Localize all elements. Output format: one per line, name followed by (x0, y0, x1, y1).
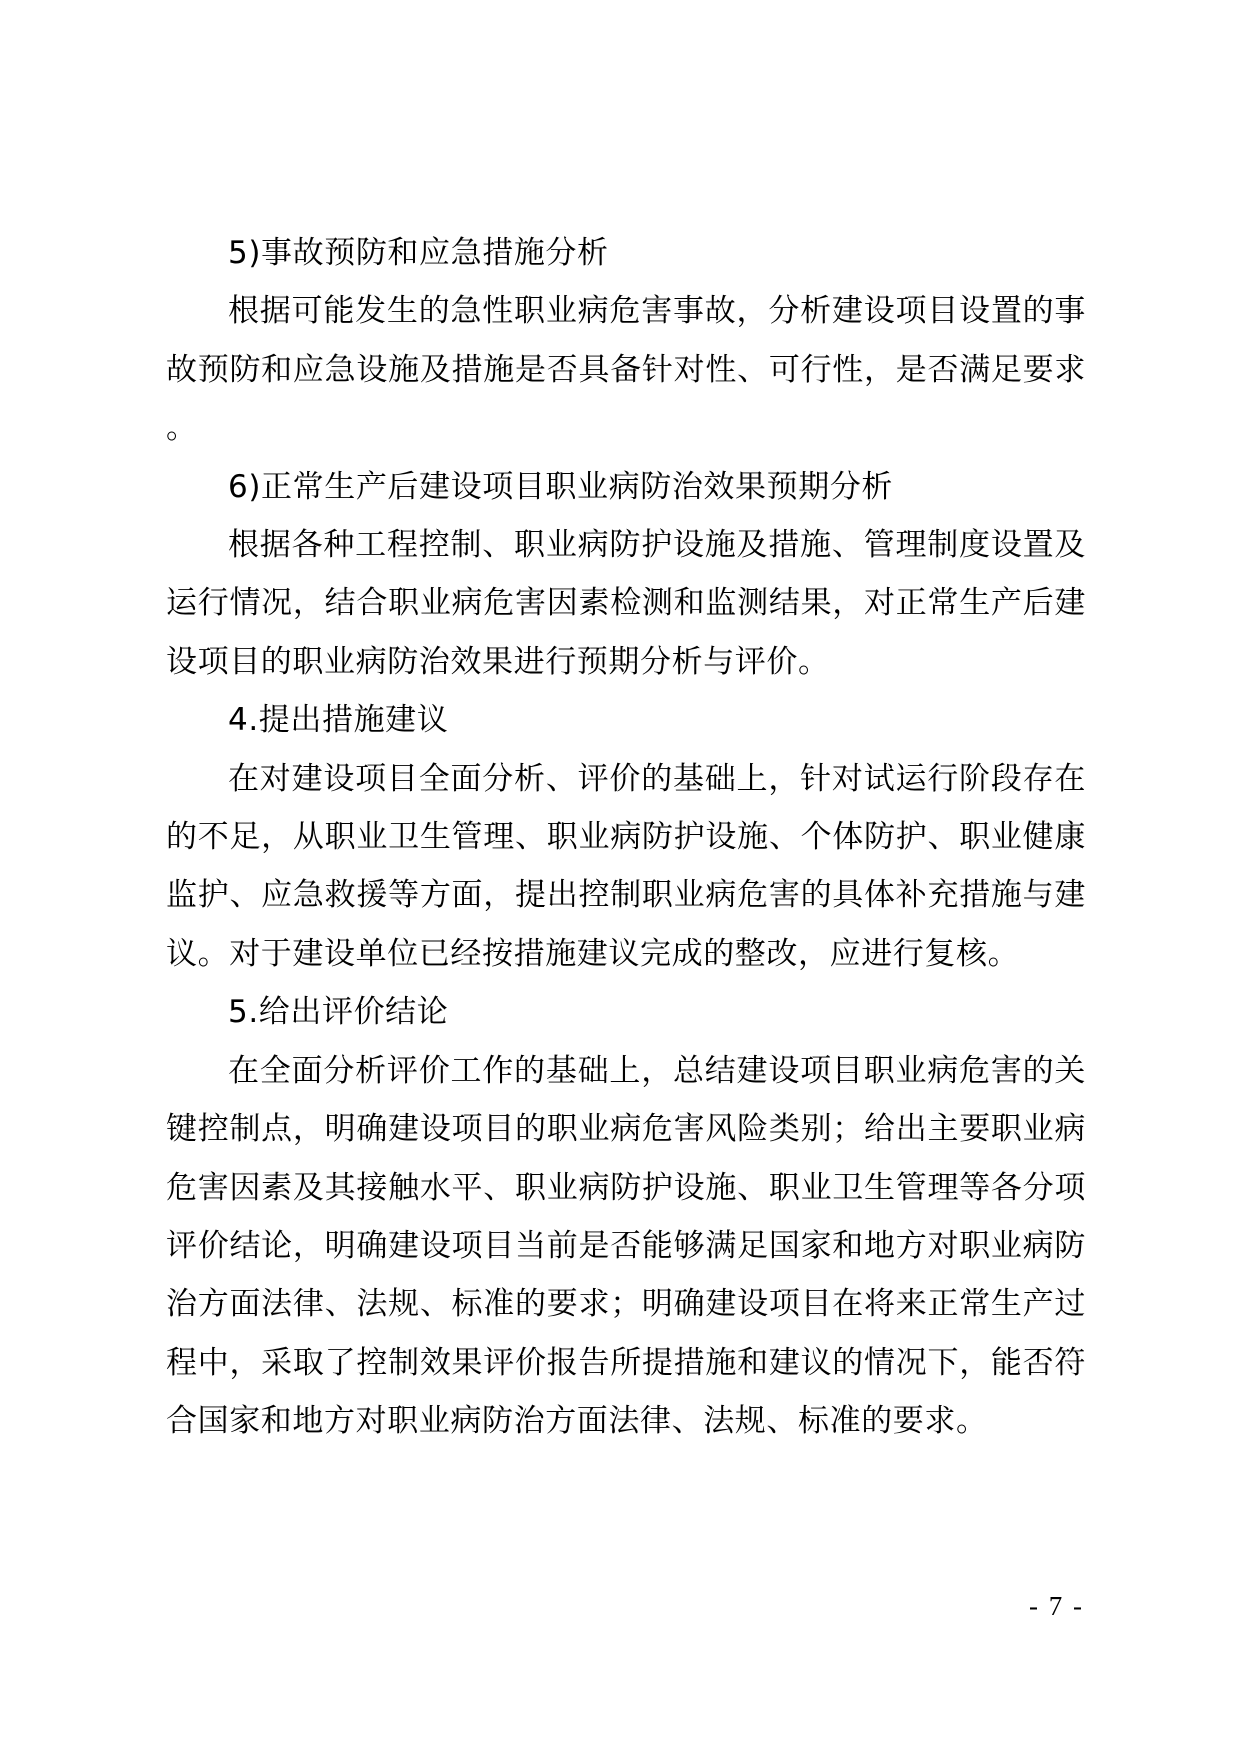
section-paragraph: 在对建设项目全面分析、评价的基础上，针对试运行阶段存在的不足，从职业卫生管理、职业病防护设施、个体防护、职业健康监护、应急救援等方面，提出控制职业病危害的具体补充措施与建议。对于建设单位已经按措施建议完成的整改，应进行复核。 (166, 760, 1086, 972)
document-body (166, 224, 1086, 1451)
section-paragraph: 根据各种工程控制、职业病防护设施及措施、管理制度设置及运行情况，结合职业病危害因素检测和监测结果，对正常生产后建设项目的职业病防治效果进行预期分析与评价。 (166, 527, 1086, 680)
section-paragraph: 根据可能发生的急性职业病危害事故，分析建设项目设置的事故预防和应急设施及措施是否具备针对性、可行性，是否满足要求。 (166, 293, 1086, 447)
section-heading: 6)正常生产后建设项目职业病防治效果预期分析 (228, 468, 894, 505)
section-heading: 5)事故预防和应急措施分析 (228, 235, 609, 271)
page-number: - 7 - (1029, 1591, 1084, 1621)
section-heading: 4.提出措施建议 (228, 702, 449, 739)
section-paragraph: 在全面分析评价工作的基础上，总结建设项目职业病危害的关键控制点，明确建设项目的职业病危害风险类别；给出主要职业病危害因素及其接触水平、职业病防护设施、职业卫生管理等各分项评价结论，明确建设项目当前是否能够满足国家和地方对职业病防治方面法律、法规、标准的要求；明确建设项目在将来正常生产过程中，采取了控制效果评价报告所提措施和建议的情况下，能否符合国家和地方对职业病防治方面法律、法规、标准的要求。 (166, 1052, 1086, 1440)
section-heading: 5.给出评价结论 (228, 994, 449, 1031)
